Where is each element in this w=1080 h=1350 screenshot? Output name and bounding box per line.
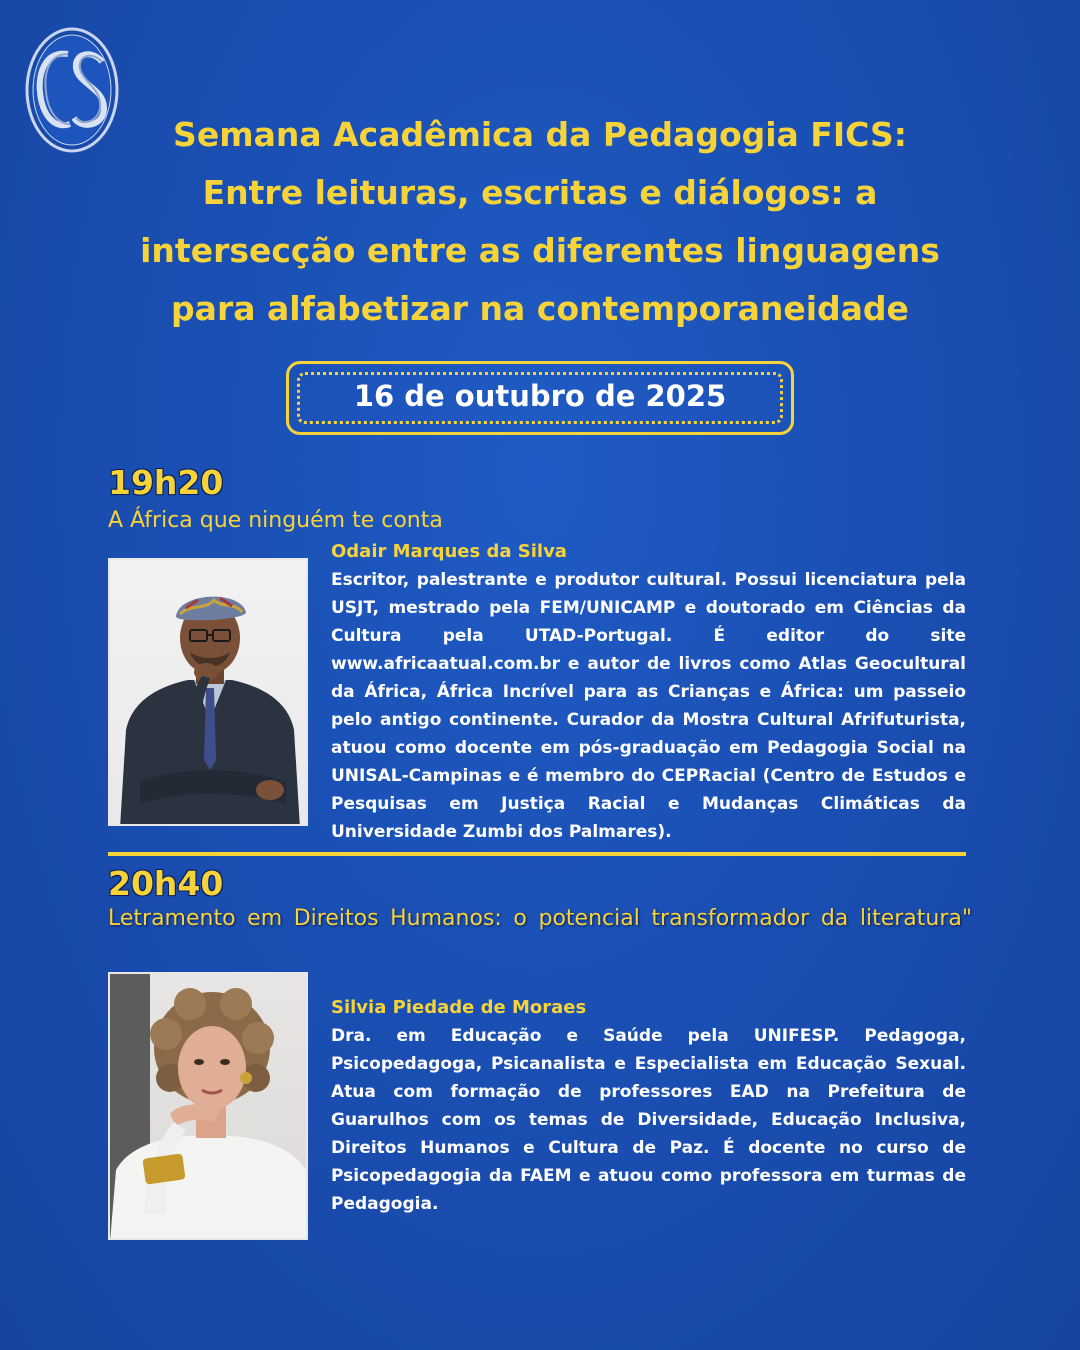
talk-1-bio: Escritor, palestrante e produtor cultural. Possui licenciatura pela USJT, mestrado pela FEM/UNICAMP e doutorado em Ciências da Cultura pela UTAD-Portugal. É editor do site www.africaatual.com.br e autor de livros como Atlas Geocultural da África, África Incrível para as Crianças e África: um passeio pelo antigo continente. Curador da Mostra Cultural Afrifuturista, atuou como docente em pós-graduação em Pedagogia Social na UNISAL-Campinas e é membro do CEPRacial (Centro de Estudos e Pesquisas em Justiça Racial e Mudanças Climáticas da Universidade Zumbi dos Palmares).: [331, 570, 966, 842]
talk-2-speaker: Silvia Piedade de Moraes: [331, 997, 587, 1018]
title-line: Entre leituras, escritas e diálogos: a: [202, 173, 878, 212]
talk-2-title: Letramento em Direitos Humanos: o potencial transformador da literatura": [108, 906, 972, 931]
event-title: [60, 106, 1020, 338]
talk-2-time: 20h40: [108, 864, 224, 903]
date-box: [286, 361, 794, 435]
talk-1-speaker: Odair Marques da Silva: [331, 541, 567, 562]
title-line: para alfabetizar na contemporaneidade: [171, 289, 909, 328]
section-divider: [108, 852, 966, 856]
talk-1-title: A África que ninguém te conta: [108, 508, 443, 533]
title-line: Semana Acadêmica da Pedagogia FICS:: [173, 115, 907, 154]
talk-2-bio: Dra. em Educação e Saúde pela UNIFESP. Pedagoga, Psicopedagoga, Psicanalista e Especialista em Educação Sexual. Atua com formação de professores EAD na Prefeitura de Guarulhos com os temas de Diversidade, Educação Inclusiva, Direitos Humanos e Cultura de Paz. É docente no curso de Psicopedagogia da FAEM e atuou como professora em turmas de Pedagogia.: [331, 1026, 966, 1214]
speaker-1-photo: [108, 558, 308, 826]
title-line: intersecção entre as diferentes linguagens: [140, 231, 940, 270]
speaker-2-photo: [108, 972, 308, 1240]
talk-1-time: 19h20: [108, 463, 224, 502]
event-date: 16 de outubro de 2025: [353, 379, 727, 413]
